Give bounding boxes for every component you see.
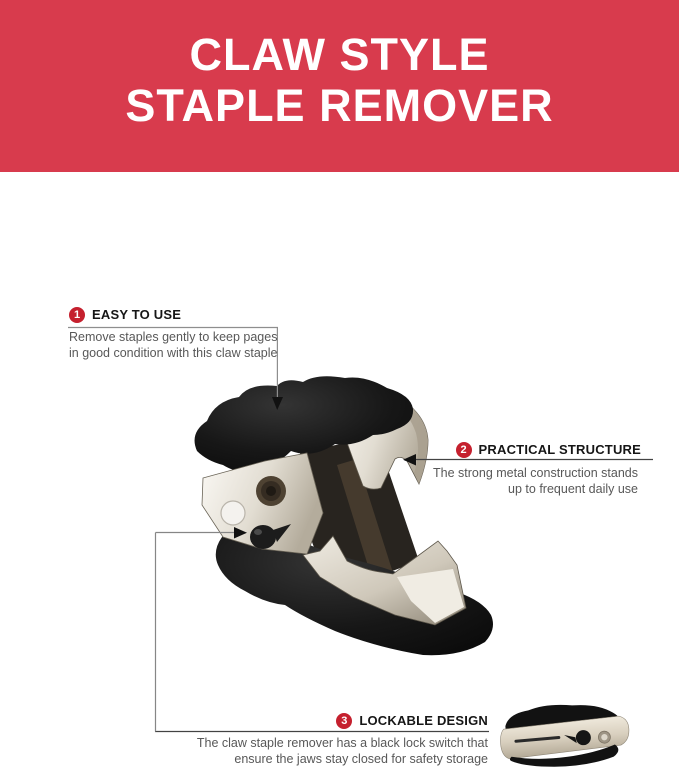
feature-3-description-line-1: The claw staple remover has a black lock switch that bbox=[196, 736, 488, 750]
feature-1-description bbox=[69, 330, 287, 361]
feature-2-description-line-1: The strong metal construction stands bbox=[433, 466, 638, 480]
lock-knob-highlight bbox=[254, 529, 262, 535]
lock-knob bbox=[250, 525, 276, 549]
main-product-image bbox=[185, 365, 505, 665]
feature-2-description bbox=[408, 466, 638, 497]
feature-3-description bbox=[188, 736, 488, 767]
pivot-pin bbox=[221, 501, 245, 525]
feature-callout-3-header bbox=[336, 713, 488, 729]
feature-2-description-line-2: up to frequent daily use bbox=[508, 481, 638, 496]
feature-callout-2-header bbox=[456, 442, 641, 458]
feature-3-number-badge: 3 bbox=[336, 713, 352, 729]
feature-2-number-badge: 2 bbox=[456, 442, 472, 458]
feature-1-description-line-2: in good condition with this claw staple bbox=[69, 345, 278, 360]
spring-barrel-core bbox=[266, 486, 276, 496]
page-title-line-2: STAPLE REMOVER bbox=[125, 80, 554, 131]
feature-1-title: EASY TO USE bbox=[92, 307, 182, 322]
thumbnail-product-image bbox=[496, 698, 632, 769]
feature-callout-1-header bbox=[69, 307, 181, 323]
page-title-line-1: CLAW STYLE bbox=[189, 29, 490, 80]
feature-1-description-line-1: Remove staples gently to keep pages bbox=[69, 330, 278, 344]
title-banner bbox=[0, 0, 679, 172]
feature-3-title: LOCKABLE DESIGN bbox=[359, 713, 488, 728]
feature-2-title: PRACTICAL STRUCTURE bbox=[478, 442, 641, 457]
feature-3-description-line-2: ensure the jaws stay closed for safety storage bbox=[234, 751, 488, 766]
feature-1-number-badge: 1 bbox=[69, 307, 85, 323]
